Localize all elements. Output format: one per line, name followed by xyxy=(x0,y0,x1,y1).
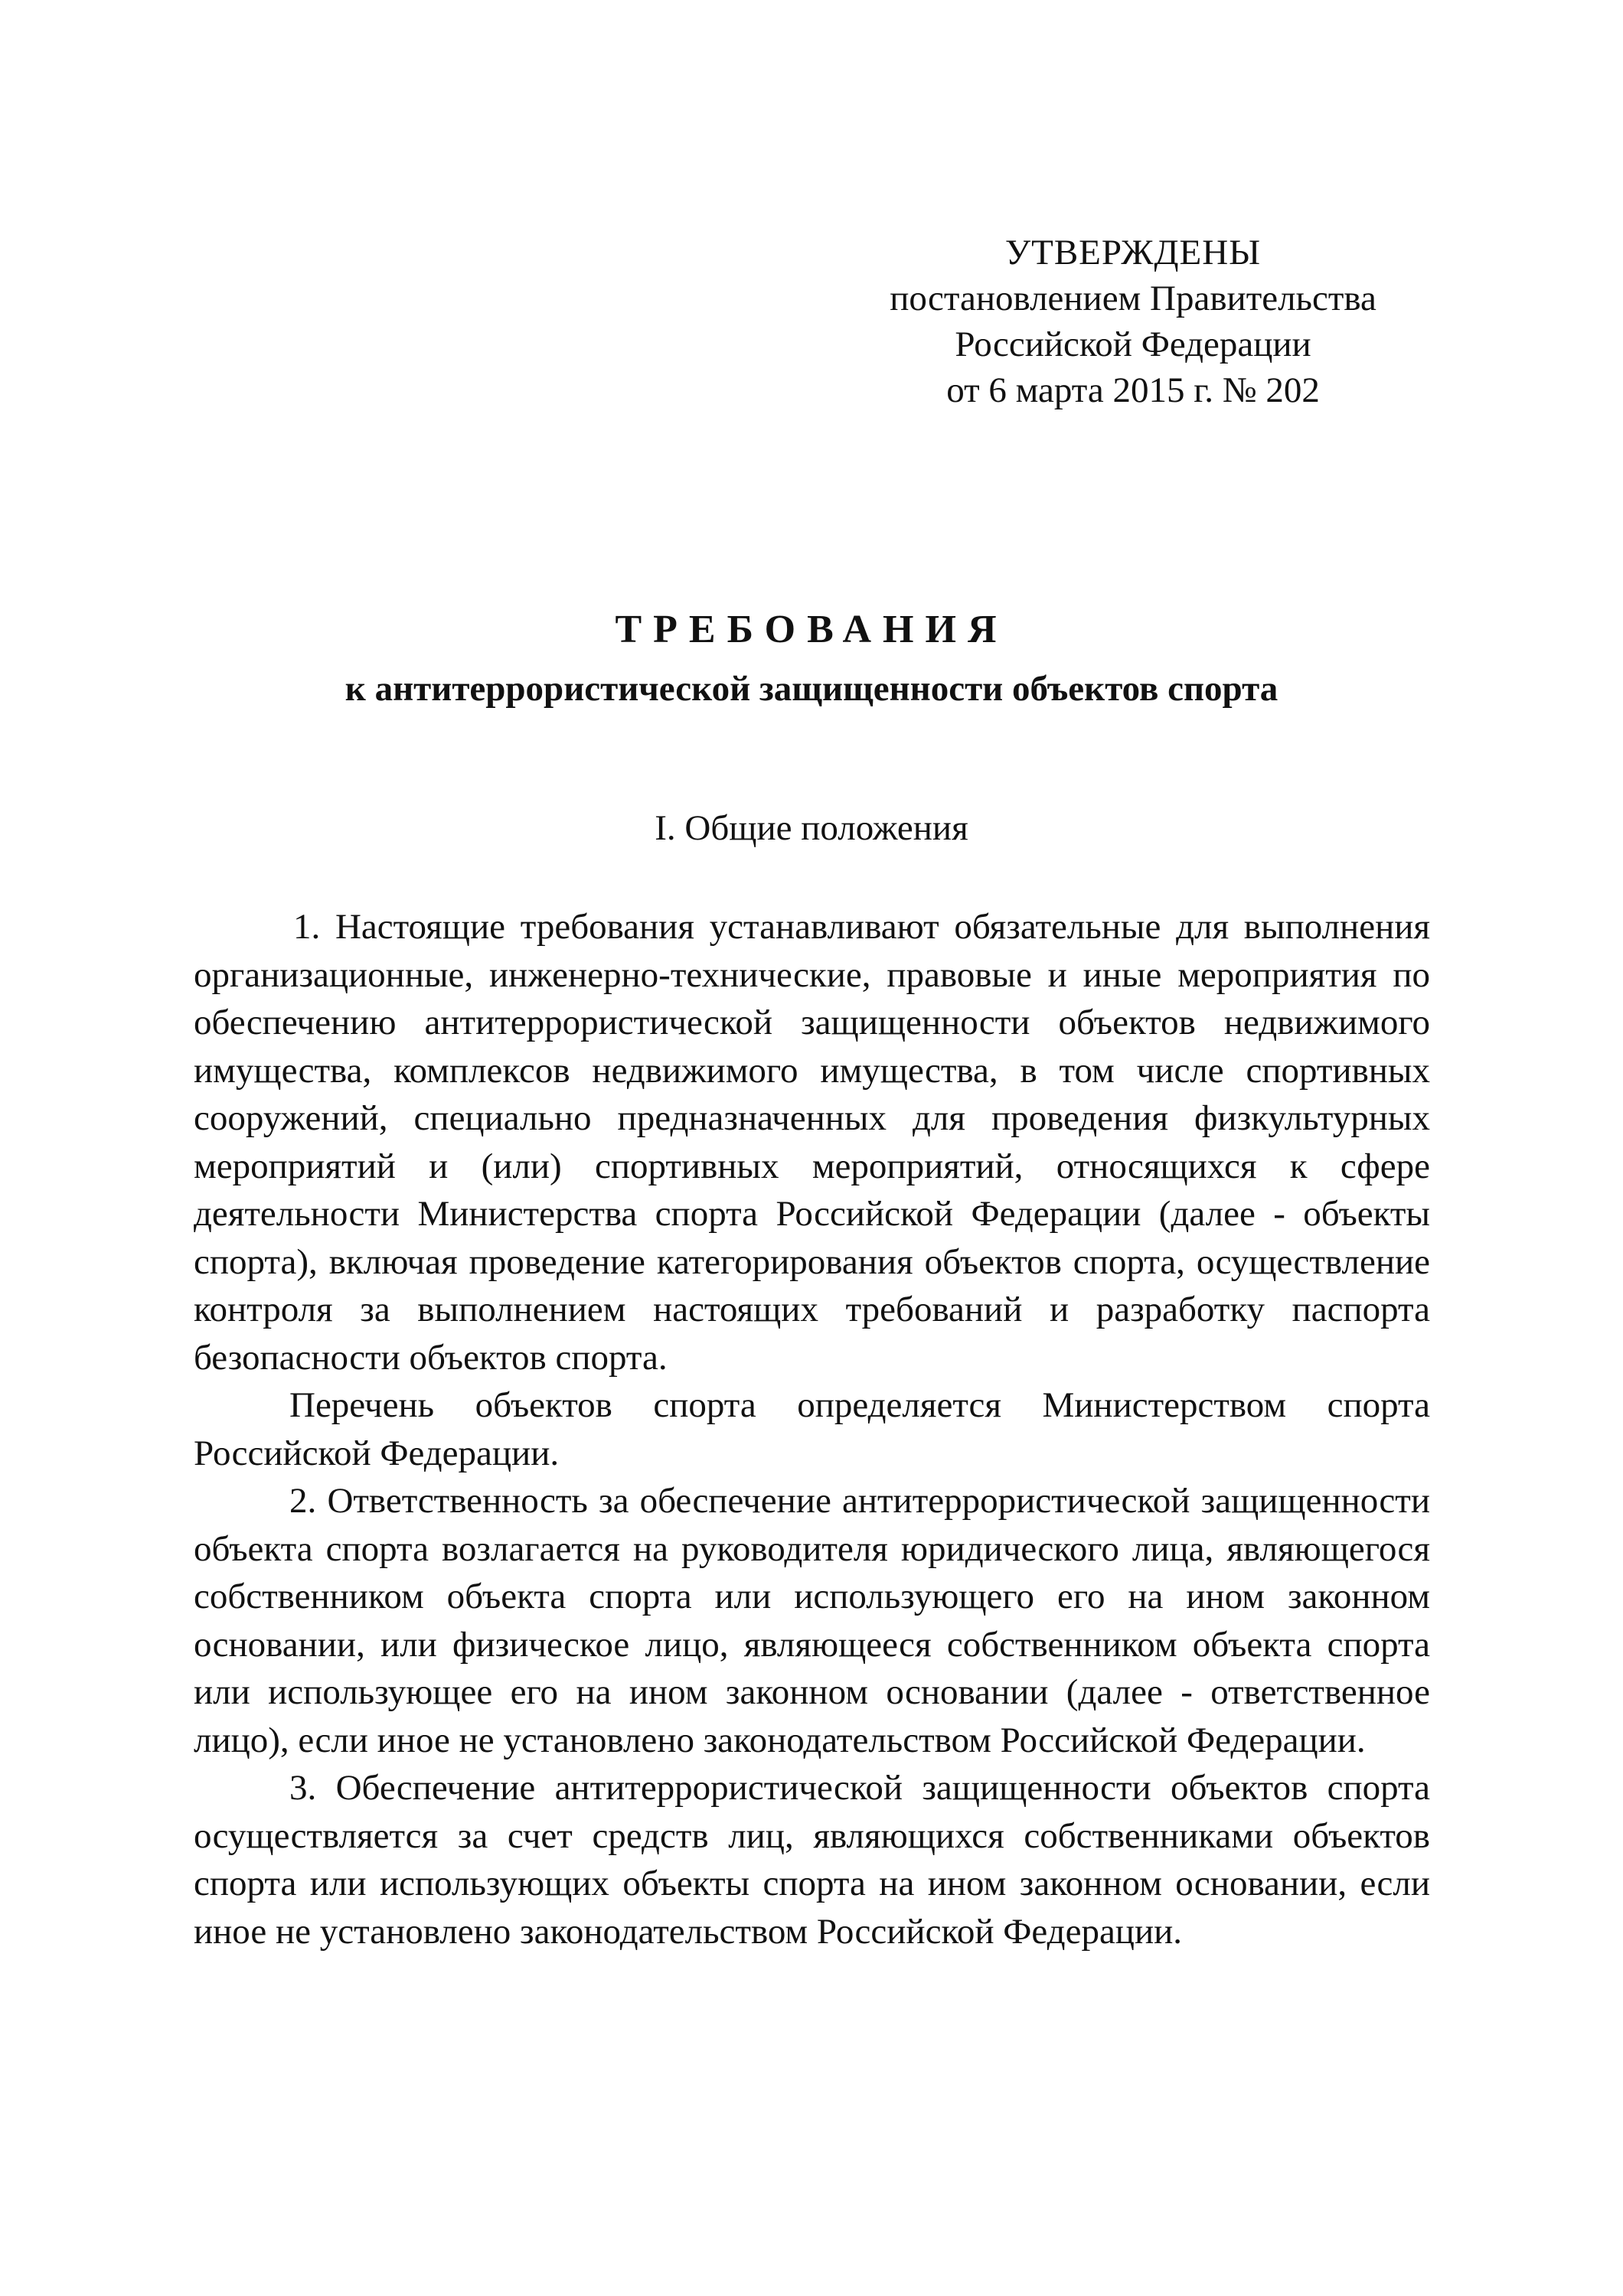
paragraph-3: 3. Обеспечение антитеррористической защищенности объектов спорта осуществляется за счет средств лиц, являющихся собственниками объектов спорта или использующих объекты спорта на ином законном основании, если иное не установлено законодательством Российской Федерации. xyxy=(194,1768,1430,1952)
document-body xyxy=(194,903,1430,1955)
approval-line-approved: УТВЕРЖДЕНЫ xyxy=(1004,233,1262,272)
approval-stamp-block xyxy=(842,230,1424,413)
document-subtitle: к антитеррористической защищенности объектов спорта xyxy=(345,669,1278,709)
approval-line-date-number: от 6 марта 2015 г. № 202 xyxy=(946,370,1320,410)
section-heading: I. Общие положения xyxy=(655,808,968,848)
approval-line-resolution: постановлением Правительства xyxy=(890,279,1376,318)
paragraph-1-list-note: Перечень объектов спорта определяется Министерством спорта Российской Федерации. xyxy=(194,1385,1430,1473)
approval-line-federation: Российской Федерации xyxy=(955,325,1311,364)
paragraph-2: 2. Ответственность за обеспечение антитеррористической защищенности объекта спорта возлагается на руководителя юридического лица, являющегося собственником объекта спорта или использующего его на ином законном основании, или физическое лицо, являющееся собственником объекта спорта или использующее его на ином законном основании (далее - ответственное лицо), если иное не установлено законодательством Российской Федерации. xyxy=(194,1481,1430,1760)
paragraph-1: 1. Настоящие требования устанавливают обязательные для выполнения организационные, инженерно-технические, правовые и иные мероприятия по обеспечению антитеррористической защищенности объектов недвижимого имущества, комплексов недвижимого имущества, в том числе спортивных сооружений, специально предназначенных для проведения физкультурных мероприятий и (или) спортивных мероприятий, относящихся к сфере деятельности Министерства спорта Российской Федерации (далее - объекты спорта), включая проведение категорирования объектов спорта, осуществление контроля за выполнением настоящих требований и разработку паспорта безопасности объектов спорта. xyxy=(194,907,1430,1378)
document-title: ТРЕБОВАНИЯ xyxy=(615,608,1008,651)
